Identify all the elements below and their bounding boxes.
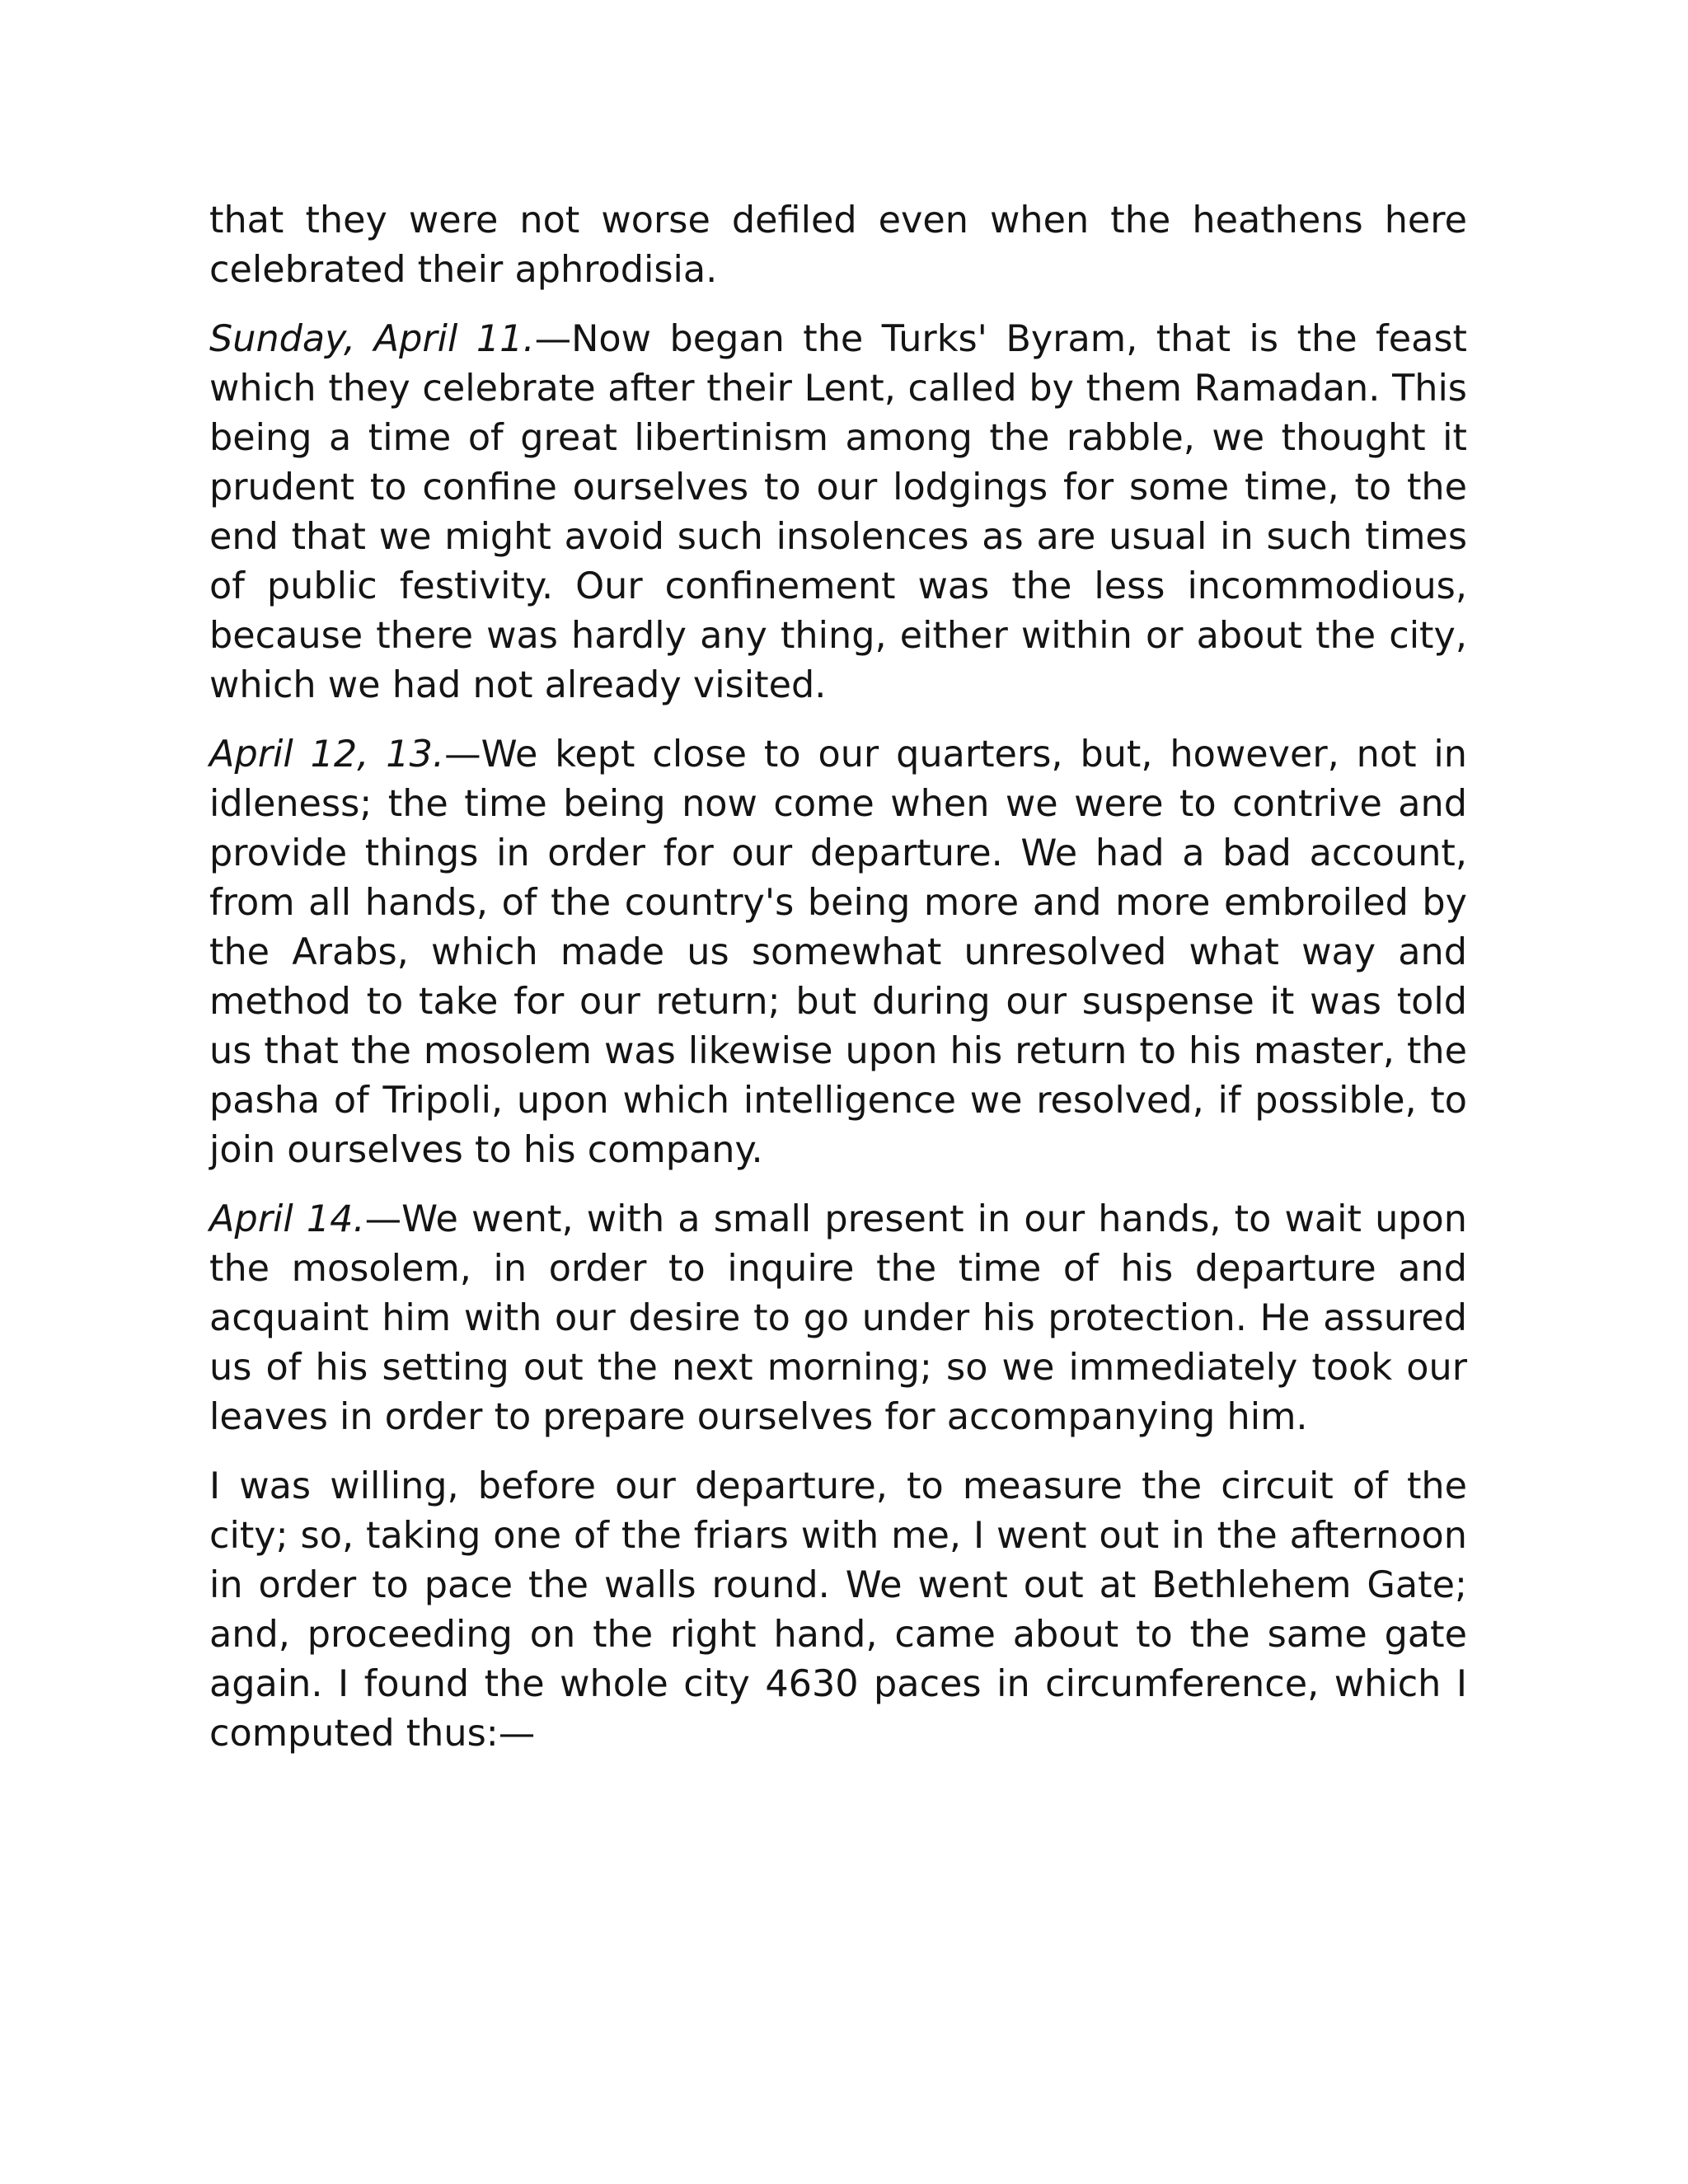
paragraph-4 [209,1195,1467,1442]
paragraph-4-date: April 14. [209,1198,365,1240]
paragraph-2-text: —Now began the Turks' Byram, that is the feast which they celebrate after their Lent, called by them Ramadan. This being a time of great libertinism among the rabble, we thought it prudent to confine ourselves to our lodgings for some time, to the end that we might avoid such insolences as are usual in such times of public festivity. Our confinement was the less incommodious, because there was hardly any thing, either within or about the city, which we had not already visited. [209,318,1468,706]
page-body [209,196,1467,1779]
paragraph-3 [209,730,1467,1175]
paragraph-4-text: —We went, with a small present in our hands, to wait upon the mosolem, in order to inquire the time of his departure and acquaint him with our desire to go under his protection. He assured us of his setting out the next morning; so we immediately took our leaves in order to prepare ourselves for accompanying him. [209,1198,1467,1438]
paragraph-1 [209,196,1467,295]
paragraph-3-date: April 12, 13. [209,733,445,776]
paragraph-2 [209,315,1467,710]
paragraph-2-date: Sunday, April 11. [209,318,535,360]
paragraph-1-text: that they were not worse defiled even when the heathens here celebrated their aphrodisia. [209,199,1467,291]
paragraph-5 [209,1462,1467,1759]
paragraph-3-text: —We kept close to our quarters, but, however, not in idleness; the time being now come when we were to contrive and provide things in order for our departure. We had a bad account, from all hands, of the country's being more and more embroiled by the Arabs, which made us somewhat unresolved what way and method to take for our return; but during our suspense it was told us that the mosolem was likewise upon his return to his master, the pasha of Tripoli, upon which intelligence we resolved, if possible, to join ourselves to his company. [209,733,1468,1171]
paragraph-5-text: I was willing, before our departure, to measure the circuit of the city; so, taking one of the friars with me, I went out in the afternoon in order to pace the walls round. We went out at Bethlehem Gate; and, proceeding on the right hand, came about to the same gate again. I found the whole city 4630 paces in circumference, which I computed thus:— [209,1465,1467,1755]
